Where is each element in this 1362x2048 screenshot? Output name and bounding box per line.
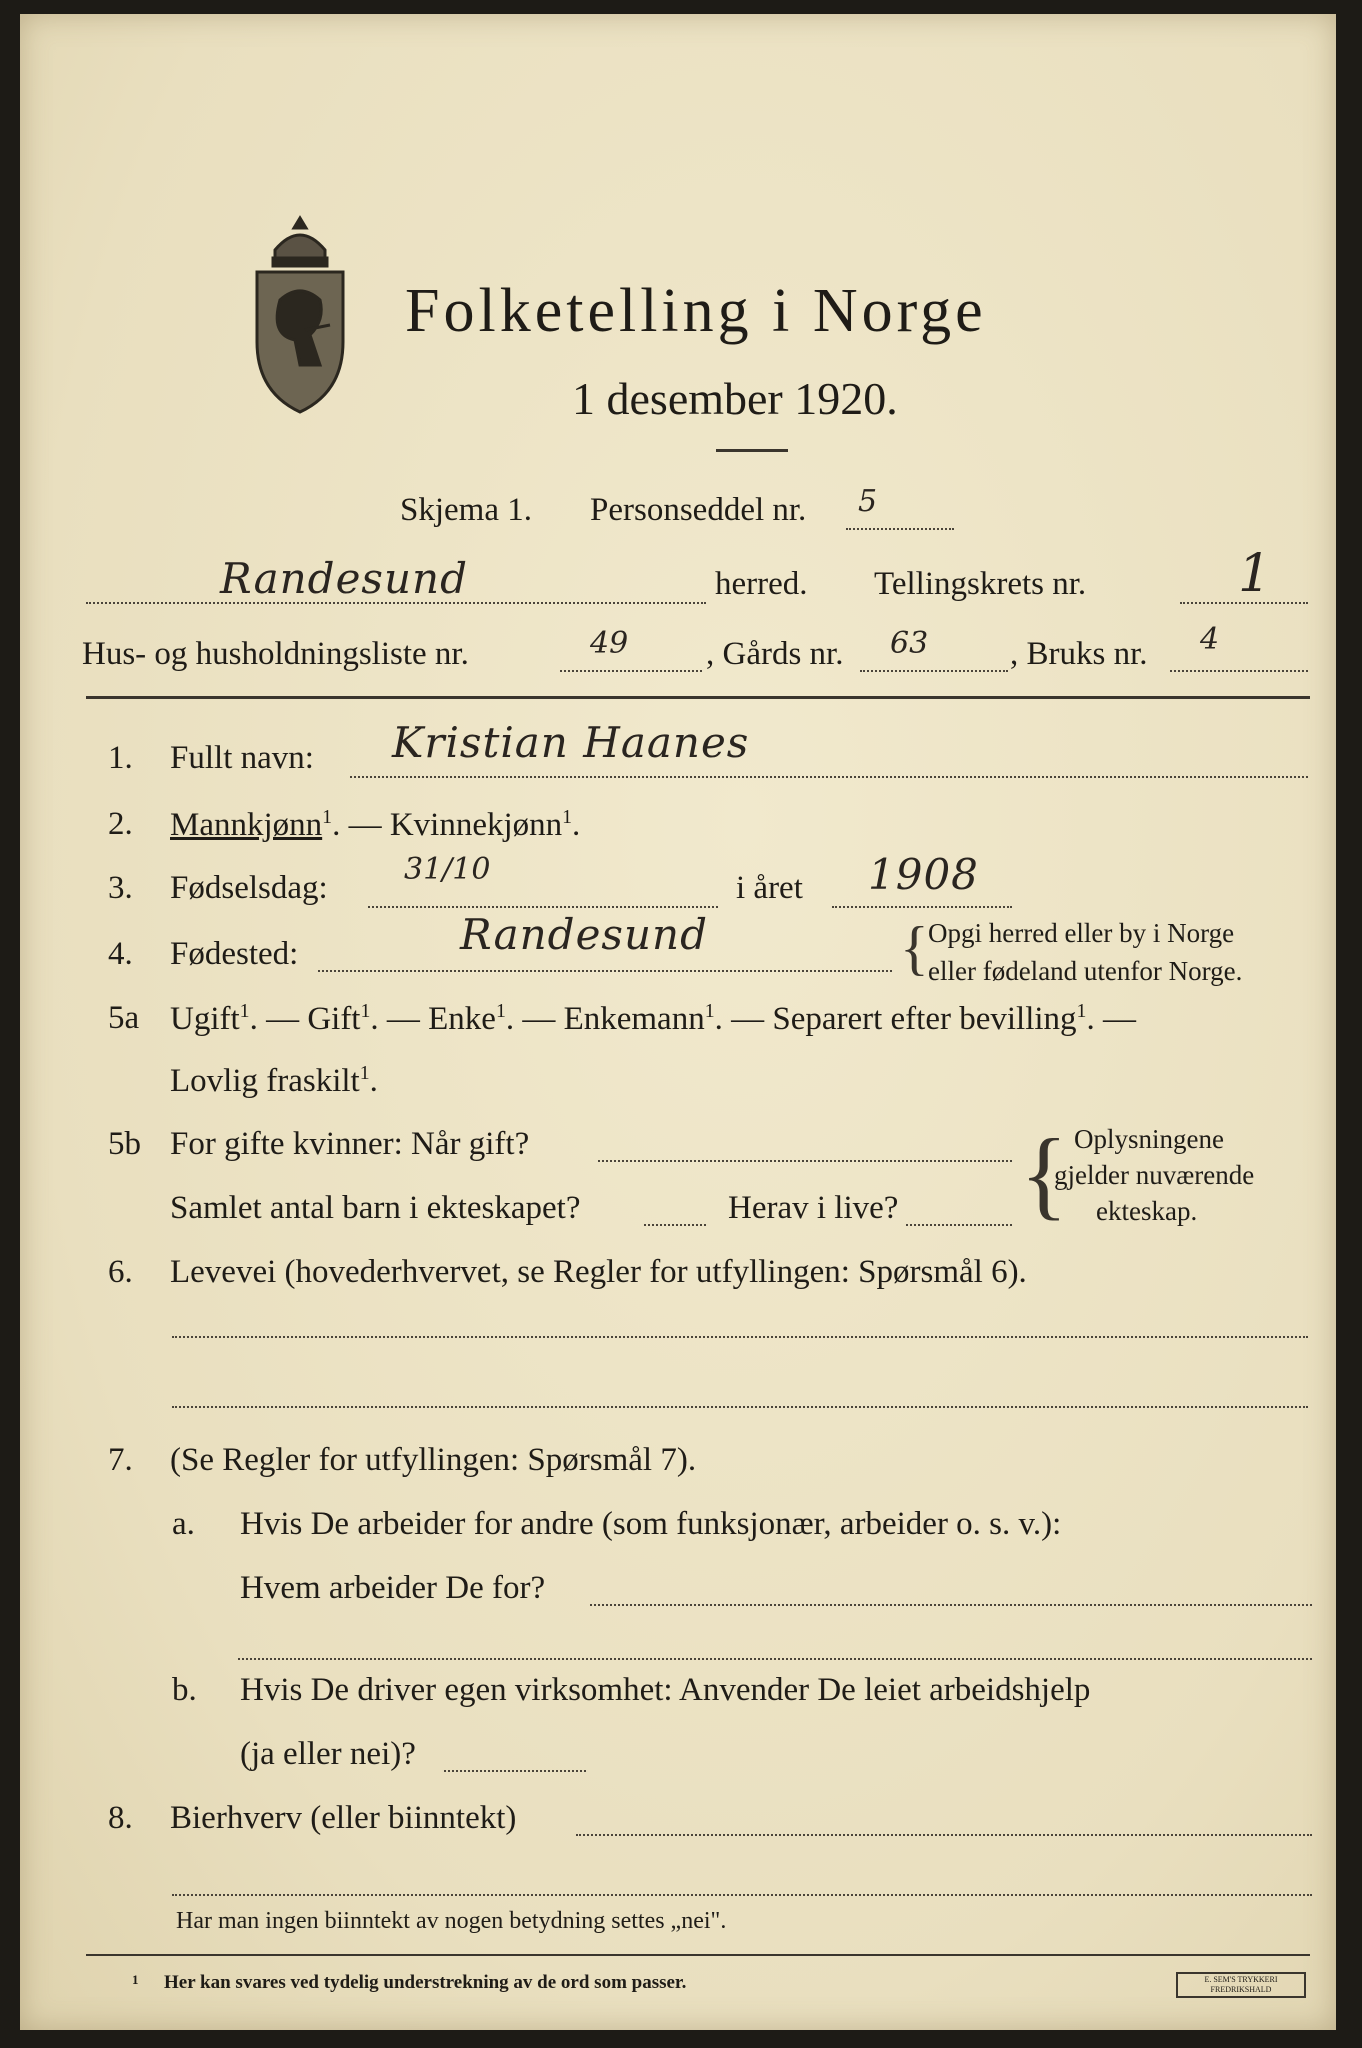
bruks-label: , Bruks nr. <box>1010 636 1148 672</box>
herred-label: herred. <box>715 566 808 602</box>
birth-year-value[interactable]: 1908 <box>868 850 979 899</box>
hired-help-field[interactable] <box>444 1770 586 1772</box>
occupation-field-1[interactable] <box>172 1336 1308 1338</box>
q5b-alive-label: Herav i live? <box>728 1190 899 1226</box>
employer-field[interactable] <box>590 1604 1312 1606</box>
herred-value[interactable]: Randesund <box>220 554 468 603</box>
q2-number: 2. <box>108 806 133 842</box>
bruks-value[interactable]: 4 <box>1200 622 1220 657</box>
mannkjonn-option[interactable]: Mannkjønn <box>170 807 323 843</box>
birthplace-note-1: Opgi herred eller by i Norge <box>928 918 1235 948</box>
q7-label: (Se Regler for utfyllingen: Spørsmål 7). <box>170 1442 697 1478</box>
enke-option[interactable]: Enke <box>428 1001 496 1037</box>
enkemann-option[interactable]: Enkemann <box>563 1001 705 1037</box>
q5b-note-2: gjelder nuværende <box>1054 1160 1255 1190</box>
gards-value[interactable]: 63 <box>890 626 929 661</box>
personseddel-value[interactable]: 5 <box>858 484 878 519</box>
hus-label: Hus- og husholdningsliste nr. <box>82 636 469 672</box>
q4-label: Fødested: <box>170 936 299 972</box>
q7b-sub: (ja eller nei)? <box>240 1736 416 1772</box>
q5b-note-1: Oplysningene <box>1074 1124 1224 1154</box>
q1-number: 1. <box>108 740 133 776</box>
q5b-line1: For gifte kvinner: Når gift? <box>170 1126 530 1162</box>
q6-number: 6. <box>108 1254 133 1290</box>
q3-number: 3. <box>108 870 133 906</box>
q5a-number: 5a <box>108 1000 140 1036</box>
marital-options: Ugift$^1$. — Gift$^1$. — Enke$^1$. — Enkemann$^1$. — Separert efter bevilling$^1$. — <box>170 1000 1136 1037</box>
form-date: 1 desember 1920. <box>572 373 898 424</box>
footer-separator <box>86 1954 1310 1956</box>
birthplace-value[interactable]: Randesund <box>460 910 708 959</box>
occupation-field-2[interactable] <box>172 1406 1308 1408</box>
footnote-text: Her kan svares ved tydelig understrekning av de ord som passer. <box>164 1972 687 1993</box>
children-alive-field[interactable] <box>906 1224 1012 1226</box>
separert-option[interactable]: Separert efter bevilling <box>772 1001 1077 1037</box>
header-separator <box>86 696 1310 699</box>
personseddel-label: Personseddel nr. <box>590 492 807 528</box>
q8-number: 8. <box>108 1800 133 1836</box>
gender-options: Mannkjønn$^1$. — Kvinnekjønn$^1$. <box>170 806 581 843</box>
children-count-field[interactable] <box>644 1224 706 1226</box>
footer-note: Har man ingen biinntekt av nogen betydning settes „nei". <box>176 1908 727 1934</box>
footnote-number: 1 <box>132 1972 139 1987</box>
q8-label: Bierhverv (eller biinntekt) <box>170 1800 517 1836</box>
kvinnekjonn-option[interactable]: Kvinnekjønn <box>389 807 563 843</box>
full-name-value[interactable]: Kristian Haanes <box>392 718 750 767</box>
q7a-employer-label: Hvem arbeider De for? <box>240 1570 546 1606</box>
q5b-children-label: Samlet antal barn i ekteskapet? <box>170 1190 581 1226</box>
q4-number: 4. <box>108 936 133 972</box>
side-income-field[interactable] <box>576 1834 1312 1836</box>
q6-label: Levevei (hovederhvervet, se Regler for utfyllingen: Spørsmål 6). <box>170 1254 1027 1290</box>
census-form-page: Folketelling i Norge 1 desember 1920. Skjema 1. Personseddel nr. 5 Randesund herred. Tellingskrets nr. 1 Hus- og husholdningsliste nr. 49 , Gårds nr. 63 , Bruks nr. 4 1. Fullt navn: Kristian Haanes 2. Mannkjønn$^1$. — Kvinnekjønn$^1$. 3. Fødselsdag: 31/10 i året 1908 4. Fødested: Randesund { Opgi herred eller by i Norge eller fødeland utenfor Norge. 5a Ugift$^1$. — Gift$^1$. — Enke$^1$. — Enkemann$^1$. — Separert efter bevilling$^1$. — Lovlig fraskilt$^1$. 5b For gifte kvinner: Når gift? Samlet antal barn i ekteskapet? Herav i live? { Oplysningene gjelder nuværende ekteskap. 6. Levevei (hovederhvervet, se Regler for utfyllingen: Spørsmål 6). 7. (Se Regler for utfyllingen: Spørsmål 7). a. Hvis De arbeider for andre (som funksjonær, arbeider o. s. v.): Hvem arbeider De for? b. Hvis De driver egen virksomhet: Anvender De leiet arbeidshjelp (ja eller nei)? 8. Bierhverv (eller biinntekt) Har man ingen biinntekt av nogen betydning settes „nei". 1 Her kan svares ved tydelig understrekning av de ord som passer. E. SEM'S TRYKKERI FREDRIKSHALD <box>20 14 1336 2030</box>
side-income-field-2[interactable] <box>172 1894 1312 1896</box>
q5b-number: 5b <box>108 1126 141 1162</box>
lovlig-fraskilt-option[interactable]: Lovlig fraskilt <box>170 1063 360 1099</box>
coat-of-arms-icon <box>245 210 355 420</box>
gards-label: , Gårds nr. <box>706 636 844 672</box>
birthday-value[interactable]: 31/10 <box>404 852 491 887</box>
q7b-text: Hvis De driver egen virksomhet: Anvender De leiet arbeidshjelp <box>240 1672 1091 1708</box>
q3-label: Fødselsdag: <box>170 870 328 906</box>
employer-field-2[interactable] <box>238 1658 1312 1660</box>
when-married-field[interactable] <box>598 1160 1012 1162</box>
title-divider <box>716 449 788 452</box>
q7a-letter: a. <box>172 1506 195 1542</box>
q7a-text: Hvis De arbeider for andre (som funksjonær, arbeider o. s. v.): <box>240 1506 1062 1542</box>
tellingskrets-label: Tellingskrets nr. <box>874 566 1087 602</box>
hus-value[interactable]: 49 <box>590 626 629 661</box>
gift-option[interactable]: Gift <box>307 1001 361 1037</box>
skjema-label: Skjema 1. <box>400 492 532 528</box>
q1-label: Fullt navn: <box>170 740 314 776</box>
form-title: Folketelling i Norge <box>405 277 987 345</box>
q5b-note-3: ekteskap. <box>1096 1196 1198 1226</box>
tellingskrets-value[interactable]: 1 <box>1238 544 1273 604</box>
printer-stamp: E. SEM'S TRYKKERI FREDRIKSHALD <box>1176 1972 1306 1998</box>
birthplace-note-2: eller fødeland utenfor Norge. <box>928 956 1243 986</box>
year-label: i året <box>736 870 803 906</box>
q7-number: 7. <box>108 1442 133 1478</box>
ugift-option[interactable]: Ugift <box>170 1001 240 1037</box>
q7b-letter: b. <box>172 1672 197 1708</box>
